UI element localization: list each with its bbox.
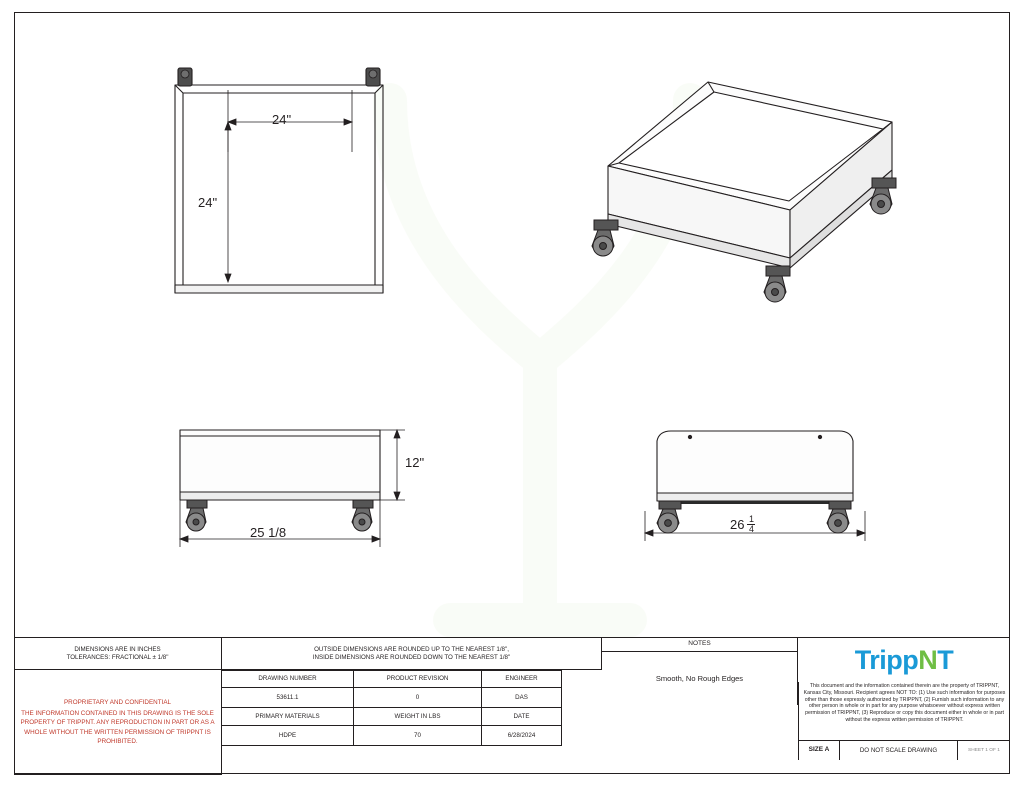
notes-header: NOTES (602, 638, 798, 652)
front-view (165, 415, 425, 575)
legal-text (798, 682, 1010, 740)
date-value: 6/28/2024 (482, 726, 562, 746)
logo-part4: T (937, 644, 954, 675)
top-view-width-dim: 24" (272, 112, 292, 127)
side-dim-numerator: 1 (748, 514, 754, 524)
top-view (160, 60, 410, 310)
notes-value: Smooth, No Rough Edges (602, 652, 798, 705)
proprietary-header: PROPRIETARY AND CONFIDENTIAL (63, 699, 172, 707)
do-not-scale-label: DO NOT SCALE DRAWING (840, 740, 958, 760)
drawing-number-label: DRAWING NUMBER (222, 670, 354, 688)
front-view-width-dim: 25 1/8 (250, 525, 287, 540)
engineer-value: DAS (482, 688, 562, 708)
rounding-note (222, 638, 602, 670)
size-label: SIZE A (798, 740, 840, 760)
dimensions-note-line2: TOLERANCES: FRACTIONAL ± 1/8" (66, 653, 169, 661)
isometric-view (580, 70, 920, 320)
sheet-of-label: SHEET 1 OF 1 (958, 740, 1010, 760)
side-dim-denominator: 4 (748, 524, 754, 535)
dimensions-note-line1: DIMENSIONS ARE IN INCHES (74, 645, 161, 653)
drawing-number-value: 53611.1 (222, 688, 354, 708)
rounding-note-line2: INSIDE DIMENSIONS ARE ROUNDED DOWN TO THE NEAREST 1/8" (312, 653, 511, 661)
logo-part2: ripp (869, 644, 919, 675)
weight-label: WEIGHT IN LBS (354, 708, 482, 726)
engineer-label: ENGINEER (482, 670, 562, 688)
dimensions-note (14, 638, 222, 670)
proprietary-block (14, 670, 222, 775)
product-revision-value: 0 (354, 688, 482, 708)
logo-part3: N (918, 644, 938, 675)
side-dim-whole: 26 (730, 517, 745, 533)
company-logo (798, 638, 1010, 682)
side-view (635, 415, 905, 575)
weight-value: 70 (354, 726, 482, 746)
primary-materials-label: PRIMARY MATERIALS (222, 708, 354, 726)
product-revision-label: PRODUCT REVISION (354, 670, 482, 688)
side-view-width-dim (730, 515, 755, 535)
proprietary-body: THE INFORMATION CONTAINED IN THIS DRAWING IS THE SOLE PROPERTY OF TRIPPNT. ANY REPRODUCTION IN PART OR AS A WHOLE WITHOUT THE WRITTEN PERMISSION OF TRIPPNT IS PROHIBITED. (20, 710, 215, 745)
rounding-note-line1: OUTSIDE DIMENSIONS ARE ROUNDED UP TO THE NEAREST 1/8", (314, 645, 509, 653)
date-label: DATE (482, 708, 562, 726)
primary-materials-value: HDPE (222, 726, 354, 746)
top-view-height-dim: 24" (198, 195, 218, 210)
title-block (14, 637, 1010, 774)
front-view-height-dim: 12" (405, 455, 425, 470)
legal-text-body: This document and the information contained therein are the property of TRIPPNT, Kansas City, Missouri. Recipient agrees NOT TO: (1) Use such information for purposes other than those expressly authorized by TRIPPNT, (2) Furnish such information to any other person in whole or in part for any purpose whatsoever without express written permission of TRIPPNT, (3) Reproduce or copy this document either in whole or in part without the express written permission of TRIPPNT. (803, 683, 1006, 723)
logo-part1: T (854, 644, 870, 675)
